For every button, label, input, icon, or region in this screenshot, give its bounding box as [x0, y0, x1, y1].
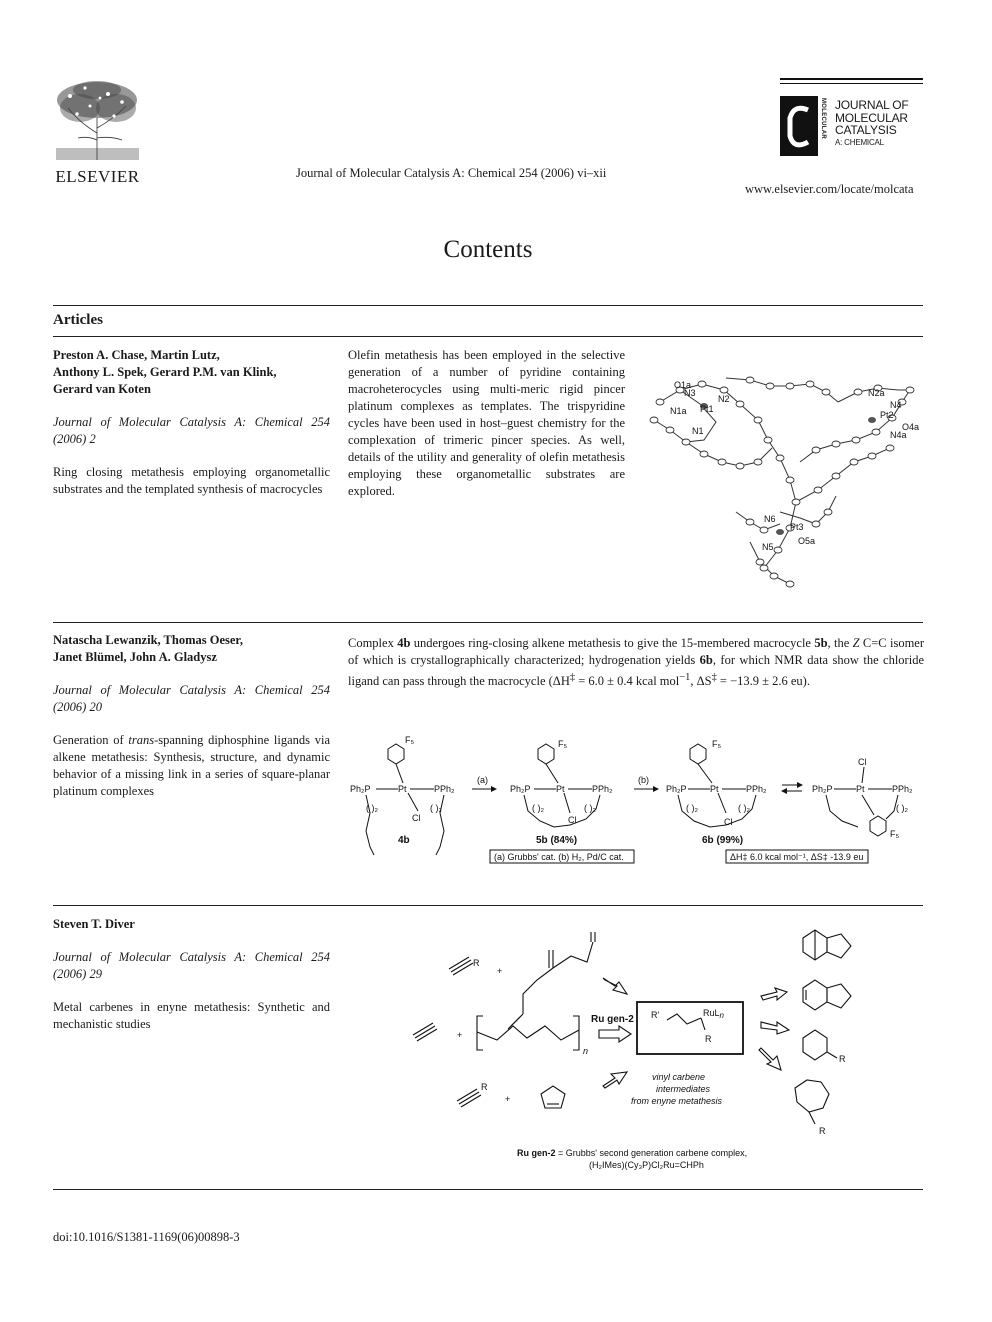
svg-text:(a): (a) [477, 775, 488, 785]
doi[interactable]: doi:10.1016/S1381-1169(06)00898-3 [53, 1230, 240, 1244]
svg-text:( )₂: ( )₂ [532, 803, 544, 813]
svg-text:(b): (b) [638, 775, 649, 785]
svg-text:+: + [497, 966, 503, 976]
divider [53, 622, 923, 623]
crystal-structure-figure [640, 362, 925, 594]
atom-label: N3 [684, 388, 696, 398]
svg-text:( )₂: ( )₂ [896, 803, 908, 813]
svg-text:( )₂: ( )₂ [366, 803, 378, 813]
svg-text:Pt: Pt [556, 784, 565, 794]
journal-logo-vertical: MOLECULAR [820, 98, 826, 140]
article-authors: Preston A. Chase, Martin Lutz, Anthony L. Spek, Gerard P.M. van Klink, Gerard van Koten [53, 348, 277, 396]
svg-text:Cl: Cl [412, 813, 421, 823]
svg-text:Ru gen-2 = Grubbs' second gene: Ru gen-2 = Grubbs' second generation carbene complex, [517, 1148, 748, 1158]
article-citation[interactable]: Journal of Molecular Catalysis A: Chemical 254 (2006) 20 [53, 683, 330, 714]
svg-text:(a) Grubbs' cat. (b) H₂, Pd/C: (a) Grubbs' cat. (b) H₂, Pd/C cat. [494, 852, 624, 862]
svg-text:PPh₂: PPh₂ [746, 784, 767, 794]
atom-label: O4a [902, 422, 920, 432]
journal-c-icon [780, 96, 818, 156]
journal-logo-line1: JOURNAL OF [835, 98, 909, 112]
atom-label: O1a [674, 380, 692, 390]
svg-text:R: R [705, 1034, 712, 1044]
journal-logo-line3: CATALYSIS [835, 123, 897, 137]
atom-label: Pt1 [700, 404, 714, 414]
svg-text:R: R [473, 958, 480, 968]
article-entry [53, 632, 330, 800]
journal-url[interactable]: www.elsevier.com/locate/molcata [745, 182, 914, 196]
atom-label: N2 [718, 394, 730, 404]
atom-label: N4 [890, 400, 902, 410]
article-authors: Natascha Lewanzik, Thomas Oeser, Janet Blümel, John A. Gladysz [53, 633, 243, 664]
svg-text:PPh₂: PPh₂ [892, 784, 913, 794]
atom-label: O5a [798, 536, 816, 546]
svg-text:n: n [583, 1046, 589, 1056]
svg-text:5b (84%): 5b (84%) [536, 835, 578, 846]
article-abstract: Complex 4b undergoes ring-closing alkene metathesis to give the 15-membered macrocycle 5b, the Z C=C isomer of which is crystallographically characterized; hydrogenation yields 6b, for which NMR data show the chloride ligand can pass through the macrocycle (ΔH‡ = 6.0 ± 0.4 kcal mol$^{-1}$, ΔS‡ = −13.9 ± 2.6 eu). [348, 636, 924, 689]
svg-text:( )₂: ( )₂ [430, 803, 442, 813]
svg-text:Pt: Pt [398, 784, 407, 794]
journal-logo-line2: MOLECULAR [835, 110, 908, 125]
svg-text:Ru gen-2: Ru gen-2 [591, 1014, 634, 1025]
svg-text:( )₂: ( )₂ [584, 803, 596, 813]
atom-label: N1a [670, 406, 687, 416]
svg-text:Ph₂P: Ph₂P [812, 784, 833, 794]
svg-text:Cl: Cl [858, 757, 867, 767]
atom-label: Pt3 [790, 522, 804, 532]
svg-text:PPh₂: PPh₂ [592, 784, 613, 794]
section-title: Articles [53, 312, 103, 328]
atom-label: N5 [762, 542, 774, 552]
svg-text:R: R [819, 1126, 826, 1136]
elsevier-logo [50, 78, 145, 186]
svg-text:ΔH‡ 6.0 kcal mol⁻¹, ΔS‡ -13.9: ΔH‡ 6.0 kcal mol⁻¹, ΔS‡ -13.9 eu [730, 852, 864, 862]
svg-text:R: R [481, 1082, 488, 1092]
svg-text:Cl: Cl [724, 817, 733, 827]
svg-text:PPh₂: PPh₂ [434, 784, 455, 794]
svg-text:R': R' [651, 1010, 660, 1020]
svg-text:Pt: Pt [856, 784, 865, 794]
article-abstract: Olefin metathesis has been employed in the selective generation of a number of pyridine containing macroheterocycles using multi-meric rigid pincer platinum complexes as templates. The trispyridine cycles have been used in host–guest chemistry for the complexation of trimeric pincer species. As well, details of the utility and generality of olefin metathesis employing these organometallic substrates are explored. [348, 348, 625, 498]
atom-label: N2a [868, 388, 885, 398]
svg-text:R: R [839, 1054, 846, 1064]
article-entry [53, 347, 330, 498]
publisher-name: ELSEVIER [55, 167, 140, 186]
svg-text:Ph₂P: Ph₂P [350, 784, 371, 794]
platinum-scheme-figure [348, 735, 924, 867]
svg-text:Ph₂P: Ph₂P [666, 784, 687, 794]
article-citation[interactable]: Journal of Molecular Catalysis A: Chemical 254 (2006) 29 [53, 950, 330, 981]
svg-text:F₅: F₅ [558, 739, 568, 749]
divider [53, 305, 923, 306]
journal-logo-line4: A: CHEMICAL [835, 137, 884, 147]
svg-text:+: + [457, 1030, 463, 1040]
journal-logo [780, 78, 925, 160]
svg-text:from enyne metathesis: from enyne metathesis [631, 1096, 723, 1106]
svg-text:( )₂: ( )₂ [686, 803, 698, 813]
divider [53, 1189, 923, 1190]
svg-text:Cl: Cl [568, 815, 577, 825]
divider [53, 336, 923, 337]
svg-text:6b (99%): 6b (99%) [702, 835, 744, 846]
article-entry [53, 916, 330, 1033]
svg-text:4b: 4b [398, 835, 410, 846]
svg-text:F₅: F₅ [405, 735, 415, 745]
svg-text:intermediates: intermediates [656, 1084, 711, 1094]
atom-label: N4a [890, 430, 907, 440]
article-title[interactable]: Generation of trans-spanning diphosphine ligands via alkene metathesis: Synthesis, structure, and dynamic behavior of a missing link in a series of square-planar platinum complexes [53, 733, 330, 798]
atom-label: N1 [692, 426, 704, 436]
svg-text:( )₂: ( )₂ [738, 803, 750, 813]
svg-text:(H₂IMes)(Cy₃P)Cl₂Ru=CHPh: (H₂IMes)(Cy₃P)Cl₂Ru=CHPh [589, 1160, 704, 1170]
svg-text:RuLn: RuLn [703, 1008, 724, 1020]
svg-text:Pt: Pt [710, 784, 719, 794]
divider [53, 905, 923, 906]
svg-text:Ph₂P: Ph₂P [510, 784, 531, 794]
atom-label: Pt2 [880, 410, 894, 420]
atom-label: N6 [764, 514, 776, 524]
journal-citation: Journal of Molecular Catalysis A: Chemical 254 (2006) vi–xii [296, 166, 607, 180]
elsevier-tree-icon [50, 78, 145, 162]
svg-text:vinyl carbene: vinyl carbene [652, 1072, 706, 1082]
svg-text:F₅: F₅ [712, 739, 722, 749]
article-title[interactable]: Ring closing metathesis employing organometallic substrates and the templated synthesis of macrocycles [53, 465, 330, 496]
article-authors: Steven T. Diver [53, 917, 135, 931]
article-citation[interactable]: Journal of Molecular Catalysis A: Chemical 254 (2006) 2 [53, 415, 330, 446]
page-title: Contents [443, 236, 533, 263]
svg-text:F₅: F₅ [890, 829, 900, 839]
svg-text:+: + [505, 1094, 511, 1104]
article-title[interactable]: Metal carbenes in enyne metathesis: Synthetic and mechanistic studies [53, 1000, 330, 1031]
enyne-metathesis-scheme [405, 922, 875, 1174]
